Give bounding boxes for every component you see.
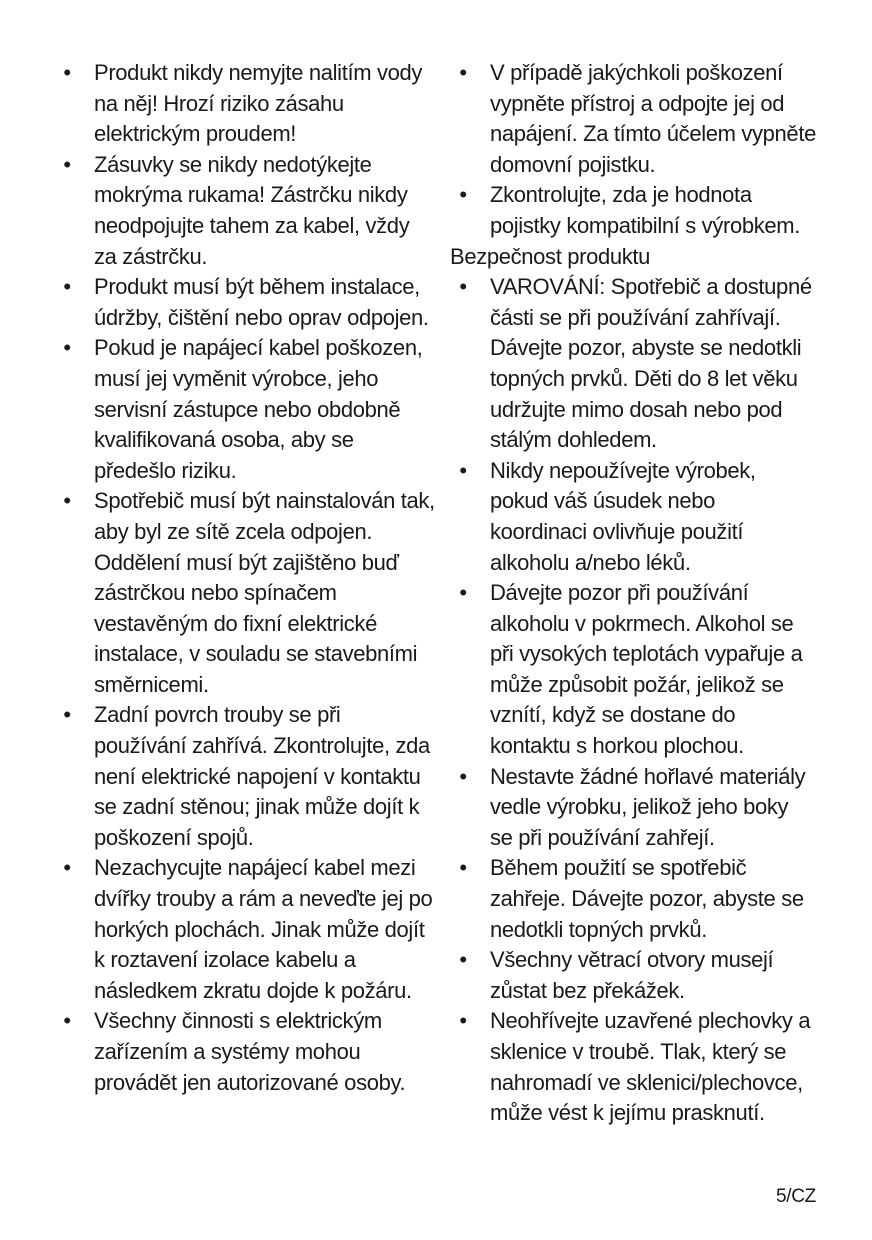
list-item <box>450 58 816 180</box>
bullet-icon: • <box>459 947 467 973</box>
bullet-icon: • <box>63 1008 71 1034</box>
right-column <box>450 58 816 1129</box>
list-item <box>54 853 436 1006</box>
list-item-text: Zadní povrch trouby se při používání zahřívá. Zkontrolujte, zda není elektrické napojení v kontaktu se zadní stěnou; jinak může dojít k poškození spojů. <box>94 702 430 850</box>
list-item <box>54 486 436 700</box>
bullet-icon: • <box>459 457 467 483</box>
list-item <box>54 1006 436 1098</box>
bullet-icon: • <box>63 488 71 514</box>
list-item <box>54 272 436 333</box>
list-item-text: Pokud je napájecí kabel poškozen, musí jej vyměnit výrobce, jeho servisní zástupce nebo obdobně kvalifikovaná osoba, aby se předešlo riziku. <box>94 335 423 483</box>
safety-list-left <box>54 58 436 1098</box>
list-item-text: Nestavte žádné hořlavé materiály vedle výrobku, jelikož jeho boky se při používání zahřejí. <box>490 763 806 850</box>
list-item <box>450 456 816 578</box>
bullet-icon: • <box>63 702 71 728</box>
list-item-text: Zkontrolujte, zda je hodnota pojistky kompatibilní s výrobkem. <box>490 182 801 238</box>
list-item <box>450 853 816 945</box>
bullet-icon: • <box>63 855 71 881</box>
bullet-icon: • <box>63 335 71 361</box>
bullet-icon: • <box>459 855 467 881</box>
list-item <box>450 945 816 1006</box>
list-item-text: Dávejte pozor při používání alkoholu v pokrmech. Alkohol se při vysokých teplotách vypařuje a může způsobit požár, jelikož se vznítí, když se dostane do kontaktu s horkou plochou. <box>490 580 803 759</box>
list-item-text: V případě jakýchkoli poškození vypněte přístroj a odpojte jej od napájení. Za tímto účelem vypněte domovní pojistku. <box>490 60 816 177</box>
list-item-text: Všechny činnosti s elektrickým zařízením a systémy mohou provádět jen autorizované osoby. <box>94 1008 406 1095</box>
list-item <box>54 150 436 272</box>
list-item <box>450 1006 816 1128</box>
bullet-icon: • <box>459 1008 467 1034</box>
list-item-text: VAROVÁNÍ: Spotřebič a dostupné části se při používání zahřívají. Dávejte pozor, abyste se nedotkli topných prvků. Děti do 8 let věku udržujte mimo dosah nebo pod stálým dohledem. <box>490 274 812 453</box>
list-item-text: Produkt nikdy nemyjte nalitím vody na něj! Hrozí riziko zásahu elektrickým proudem! <box>94 60 423 147</box>
left-column <box>54 58 436 1098</box>
list-item <box>450 272 816 456</box>
bullet-icon: • <box>459 580 467 606</box>
page-number: 5/CZ <box>776 1186 816 1207</box>
bullet-icon: • <box>459 274 467 300</box>
list-item <box>54 58 436 150</box>
list-item-text: Všechny větrací otvory musejí zůstat bez překážek. <box>490 947 774 1003</box>
bullet-icon: • <box>459 182 467 208</box>
list-item-text: Během použití se spotřebič zahřeje. Dávejte pozor, abyste se nedotkli topných prvků. <box>490 855 804 942</box>
list-item-text: Nikdy nepoužívejte výrobek, pokud váš úsudek nebo koordinaci ovlivňuje použití alkoholu a/nebo léků. <box>490 457 756 575</box>
bullet-icon: • <box>63 60 71 85</box>
list-item-text: Neohřívejte uzavřené plechovky a sklenice v troubě. Tlak, který se nahromadí ve sklenici/plechovce, může vést k jejímu prasknutí. <box>490 1008 811 1126</box>
bullet-icon: • <box>63 151 71 177</box>
list-item-text: Produkt musí být během instalace, údržby, čištění nebo oprav odpojen. <box>94 274 429 330</box>
bullet-icon: • <box>459 60 467 85</box>
list-item-text: Nezachycujte napájecí kabel mezi dvířky trouby a rám a neveďte jej po horkých plochách. Jinak může dojít k roztavení izolace kabelu a následkem zkratu dojde k požáru. <box>94 855 433 1003</box>
list-item <box>54 333 436 486</box>
list-item-text: Zásuvky se nikdy nedotýkejte mokrýma rukama! Zástrčku nikdy neodpojujte tahem za kabel, vždy za zástrčku. <box>94 151 410 269</box>
safety-list-right-bottom <box>450 272 816 1129</box>
safety-list-right-top <box>450 58 816 242</box>
section-heading: Bezpečnost produktu <box>450 243 651 269</box>
list-item <box>450 180 816 241</box>
list-item <box>450 762 816 854</box>
list-item <box>54 700 436 853</box>
list-item <box>450 578 816 762</box>
bullet-icon: • <box>459 763 467 789</box>
list-item-text: Spotřebič musí být nainstalován tak, aby byl ze sítě zcela odpojen. Oddělení musí být zajištěno buď zástrčkou nebo spínačem vestavěným do fixní elektrické instalace, v souladu se stavebními směrnicemi. <box>94 488 435 697</box>
bullet-icon: • <box>63 274 71 300</box>
